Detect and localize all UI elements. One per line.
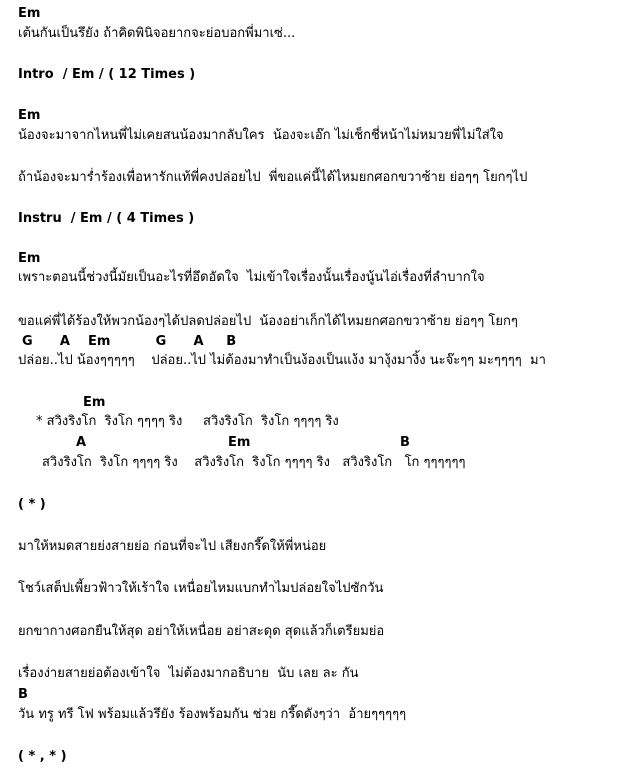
chord-label: Em <box>18 6 41 21</box>
lyric-line: ขอแค่พี่ได้ร้องให้พวกน้องๆได้ปลดปล่อยไป น้องอย่าเก็กได้ไหมยกศอกขวาซ้าย ย่อๆๆ โยกๆ <box>18 314 518 329</box>
chord-label: B <box>18 687 28 702</box>
chorus-line: สวิงริงโก ริงโก ๆๆๆๆ ริง สวิงริงโก ริงโก ๆๆๆๆ ริง สวิงริงโก โก ๆๆๆๆๆๆ <box>42 455 466 470</box>
chord-row: G A Em G A B <box>22 334 237 349</box>
chord-label: Em <box>18 251 41 266</box>
chord-label: A <box>76 435 87 450</box>
lyric-line: เต้นกันเป็นรึยัง ถ้าคิดพินิจอยากจะย่อบอกพี่มาเซ่... <box>18 26 296 41</box>
chord-label: Em <box>228 435 251 450</box>
repeat-marker: ( * ) <box>18 497 46 512</box>
repeat-marker: ( * , * ) <box>18 749 67 764</box>
intro-line: Intro / Em / ( 12 Times ) <box>18 67 196 82</box>
lyric-line: มาให้หมดสายย่งสายย่อ ก่อนที่จะไป เสียงกรี๊ดให้พี่หน่อย <box>18 539 327 554</box>
chord-label: Em <box>83 395 106 410</box>
lyric-line: ถ้าน้องจะมาร่ำร้องเพื่อหารักแท้พี่คงปล่อยไป พี่ขอแค่นี้ได้ไหมยกศอกขวาซ้าย ย่อๆๆ โยกๆไป <box>18 170 528 185</box>
lyric-line: ปล่อย..ไป น้องๆๆๆๆๆ ปล่อย..ไป ไม่ต้องมาทำเป็นง้องเป็นแง้ง มางุ้งมางิ้ง นะจ๊ะๆๆ มะๆๆๆๆ มา <box>18 353 546 368</box>
lyric-line: ยกขากางศอกยืนให้สุด อย่าให้เหนื่อย อย่าสะดุด สุดแล้วก็เตรียมย่อ <box>18 624 385 639</box>
chorus-line: * สวิงริงโก ริงโก ๆๆๆๆ ริง สวิงริงโก ริงโก ๆๆๆๆ ริง <box>36 414 339 429</box>
instru-line: Instru / Em / ( 4 Times ) <box>18 211 195 226</box>
lyric-line: เพราะตอนนี้ช่วงนี้มัยเป็นอะไรที่อึดอัดใจ ไม่เข้าใจเรื่องนั้นเรื่องนู้นไอ่เรื่องที่ลำบากใจ <box>18 270 485 285</box>
chord-label: Em <box>18 108 41 123</box>
lyric-line: น้องจะมาจากไหนพี่ไม่เคยสนน้องมากลับใคร น้องจะเอ๊ก ไม่เช็กชี่หน้าไม่หมวยพี่ไม่ใส่ใจ <box>18 128 504 143</box>
chord-label: B <box>400 435 410 450</box>
lyric-line: โชว์เสต็ปเพี้ยวฟ้าวให้เร้าใจ เหนื่อยไหมแบกทำไมปล่อยใจไปซักวัน <box>18 581 384 596</box>
lyric-line: วัน ทรู ทรี โฟ พร้อมแล้วรึยัง ร้องพร้อมกัน ช่วย กรี๊ดดังๆว่า อ้ายๆๆๆๆๆ <box>18 707 407 722</box>
lyric-line: เรื่องง่ายสายย่อต้องเข้าใจ ไม่ต้องมากอธิบาย นับ เลย ละ กัน <box>18 666 359 681</box>
